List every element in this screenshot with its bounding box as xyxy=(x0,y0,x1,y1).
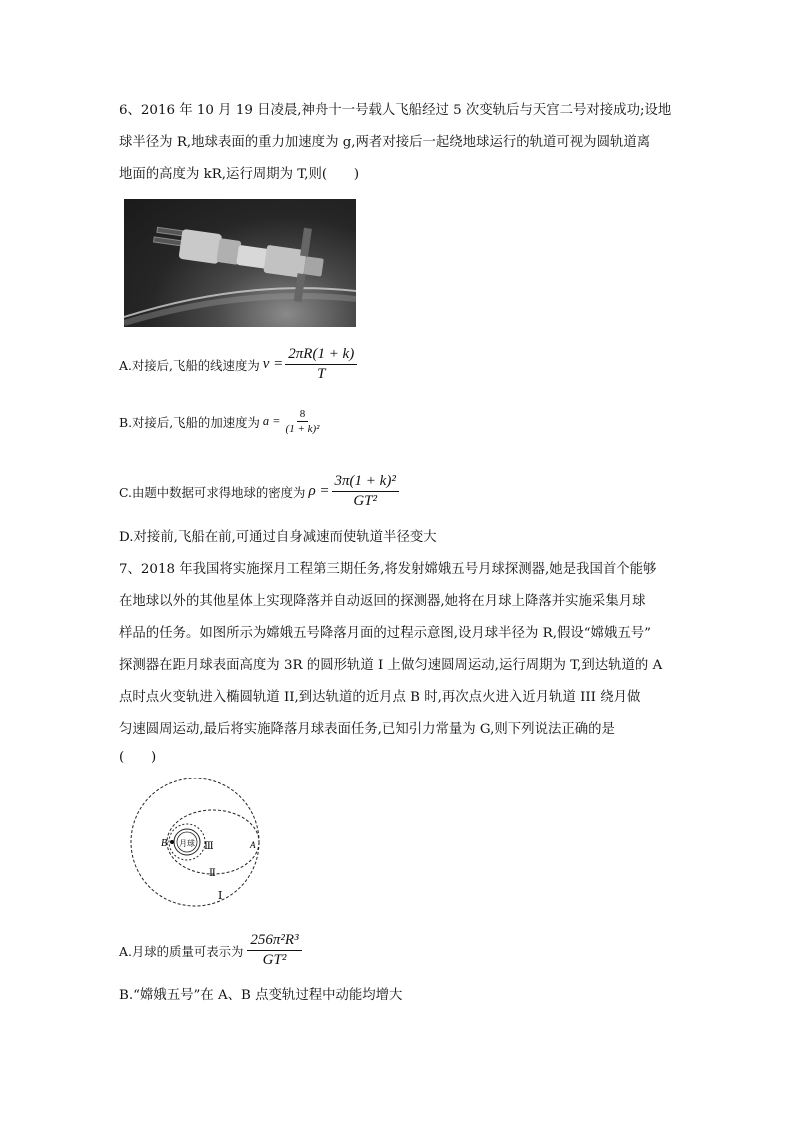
q7-line-4: 探测器在距月球表面高度为 3R 的圆形轨道 I 上做匀速圆周运动,运行周期为 T,到达轨道的 A xyxy=(119,658,663,673)
q7-option-a-denominator: GT² xyxy=(262,952,287,968)
q6-option-b-denominator: (1 + k)² xyxy=(285,423,320,435)
q6-option-c-numerator: 3π(1 + k)² xyxy=(332,473,399,492)
q7-option-a-fraction xyxy=(247,932,301,969)
q6-option-a-denominator: T xyxy=(317,366,326,382)
q7-line-2: 在地球以外的其他星体上实现降落并自动返回的探测器,她将在月球上降落并实施采集月球 xyxy=(119,594,646,609)
q7-line-3: 样品的任务。如图所示为嫦娥五号降落月面的过程示意图,设月球半径为 R,假设“嫦娥五号” xyxy=(119,626,651,641)
label-orbit-iii: Ⅲ xyxy=(204,841,214,852)
label-moon: 月球 xyxy=(179,839,195,848)
q6-line-3: 地面的高度为 kR,运行周期为 T,则( ) xyxy=(119,167,360,182)
orbit-i-circle xyxy=(131,778,259,906)
q6-option-b-lhs: a = xyxy=(262,414,281,428)
q6-option-a-text: A.对接后,飞船的线速度为 xyxy=(119,357,260,373)
q6-option-c-text: C.由题中数据可求得地球的密度为 xyxy=(119,484,306,500)
q6-option-b-numerator: 8 xyxy=(297,408,309,422)
q7-line-1: 7、2018 年我国将实施探月工程第三期任务,将发射嫦娥五号月球探测器,她是我国首个能够 xyxy=(119,562,657,577)
q6-option-b-text: B.对接后,飞船的加速度为 xyxy=(119,414,260,430)
q6-option-c xyxy=(119,473,401,510)
q7-line-5: 点时点火变轨进入椭圆轨道 II,到达轨道的近月点 B 时,再次点火进入近月轨道 III 绕月做 xyxy=(119,690,641,705)
q7-option-b: B.“嫦娥五号”在 A、B 点变轨过程中动能均增大 xyxy=(119,988,403,1003)
orbit-diagram xyxy=(125,778,265,908)
q6-option-c-fraction xyxy=(332,473,399,510)
q6-option-a-numerator: 2πR(1 + k) xyxy=(285,346,357,365)
label-orbit-i: Ⅰ xyxy=(218,889,223,902)
q7-option-a-text: A.月球的质量可表示为 xyxy=(119,943,244,959)
q7-option-a xyxy=(119,932,304,969)
label-b: B xyxy=(161,838,168,849)
q6-option-a-lhs: v = xyxy=(262,356,284,372)
q7-line-6: 匀速圆周运动,最后将实施降落月球表面任务,已知引力常量为 G,则下列说法正确的是 xyxy=(119,722,615,737)
q6-option-a xyxy=(119,346,359,383)
label-orbit-ii: Ⅱ xyxy=(209,868,216,879)
q6-option-c-lhs: ρ = xyxy=(308,483,330,499)
q6-option-a-fraction xyxy=(285,346,357,383)
q6-option-c-denominator: GT² xyxy=(353,493,378,509)
point-b-dot xyxy=(170,840,174,844)
q6-line-1: 6、2016 年 10 月 19 日凌晨,神舟十一号载人飞船经过 5 次变轨后与天宫二号对接成功;设地 xyxy=(119,103,672,118)
q6-option-b xyxy=(119,408,324,435)
q7-line-7: ( ) xyxy=(119,750,157,765)
spacecraft-illustration xyxy=(124,199,356,327)
q6-option-b-fraction xyxy=(283,408,323,435)
label-a: A xyxy=(250,840,256,850)
space-station-photo xyxy=(124,199,356,327)
q6-option-d: D.对接前,飞船在前,可通过自身减速而使轨道半径变大 xyxy=(119,530,437,545)
q7-option-a-numerator: 256π²R³ xyxy=(247,932,301,951)
q6-line-2: 球半径为 R,地球表面的重力加速度为 g,两者对接后一起绕地球运行的轨道可视为圆轨道离 xyxy=(119,135,651,150)
